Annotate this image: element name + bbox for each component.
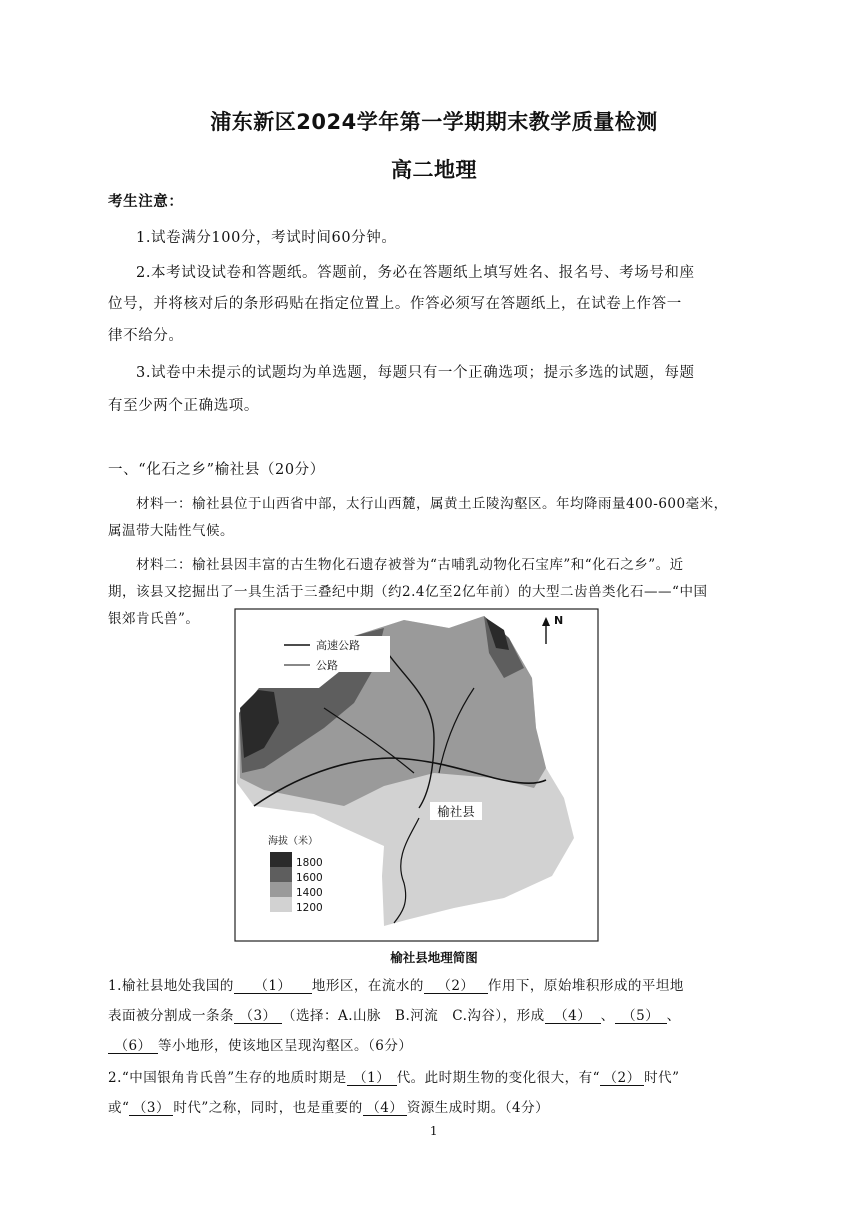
material-2-line-3: 银郊肯氏兽”。 (108, 611, 200, 627)
q2-line2-a: 或“ (108, 1100, 130, 1116)
material-2-line-2: 期，该县又挖掘出了一具生活于三叠纪中期（约2.4亿至2亿年前）的大型二齿兽类化石——“中国 (108, 584, 708, 600)
subject-title: 高二地理 (391, 158, 477, 182)
elevation-swatch-1800 (270, 852, 292, 867)
county-map (234, 608, 599, 942)
q1-blank-5[interactable]: （5） (615, 1009, 667, 1024)
question-1-line-3 (108, 1034, 412, 1054)
q1-sep-2: 、 (666, 1008, 681, 1024)
elevation-swatch-1600 (270, 867, 292, 882)
legend-highway-label: 高速公路 (316, 639, 360, 652)
q1-blank-6[interactable]: （6） (108, 1039, 158, 1054)
elevation-label-1400: 1400 (296, 887, 323, 899)
q1-line3-b: 等小地形，使该地区呈现沟壑区。（6分） (158, 1038, 413, 1054)
q2-blank-3[interactable]: （3） (129, 1101, 173, 1116)
question-2-line-1 (108, 1066, 680, 1086)
county-label: 榆社县 (437, 804, 475, 819)
elevation-legend-title: 海拔（米） (268, 836, 318, 847)
q2-blank-4[interactable]: （4） (363, 1101, 407, 1116)
map-caption: 榆社县地理简图 (390, 950, 478, 965)
exam-title: 浦东新区2024学年第一学期期末教学质量检测 (210, 110, 658, 134)
question-1-line-1 (108, 974, 684, 994)
q1-blank-1[interactable]: （1） (234, 979, 312, 994)
q1-sep-1: 、 (600, 1008, 615, 1024)
q1-text-a: 1.榆社县地处我国的 (108, 978, 234, 994)
q2-line2-c: 资源生成时期。（4分） (406, 1100, 550, 1116)
q1-text-b: 地形区，在流水的 (311, 978, 424, 994)
q1-text-c: 作用下，原始堆积形成的平坦地 (487, 978, 684, 994)
elevation-label-1800: 1800 (296, 857, 323, 869)
q2-blank-2[interactable]: （2） (600, 1071, 644, 1086)
section-1-heading: 一、“化石之乡”榆社县（20分） (108, 462, 325, 478)
question-1-line-2 (108, 1004, 681, 1024)
q2-blank-1[interactable]: （1） (347, 1071, 397, 1086)
notice-item-3-line-2: 有至少两个正确选项。 (108, 398, 259, 414)
q2-text-c: 时代” (644, 1070, 680, 1086)
material-2-line-1: 材料二：榆社县因丰富的古生物化石遗存被誉为“古哺乳动物化石宝库”和“化石之乡”。近 (136, 557, 684, 573)
notice-item-2-line-1: 2.本考试设试卷和答题纸。答题前，务必在答题纸上填写姓名、报名号、考场号和座 (136, 265, 695, 281)
page-number: 1 (429, 1124, 439, 1138)
notice-item-2-line-2: 位号，并将核对后的条形码贴在指定位置上。作答必须写在答题纸上，在试卷上作答一 (108, 296, 682, 312)
q2-line2-b: 时代”之称，同时，也是重要的 (173, 1100, 363, 1116)
question-2-line-2 (108, 1096, 549, 1116)
q1-blank-3[interactable]: （3） (234, 1009, 282, 1024)
q1-blank-4[interactable]: （4） (545, 1009, 601, 1024)
material-1-line-1: 材料一：榆社县位于山西省中部，太行山西麓，属黄土丘陵沟壑区。年均降雨量400-600毫米， (136, 496, 728, 512)
notice-heading: 考生注意： (108, 194, 184, 210)
q1-line2-a: 表面被分割成一条条 (108, 1008, 234, 1024)
elevation-swatch-1400 (270, 882, 292, 897)
elevation-swatch-1200 (270, 897, 292, 912)
q2-text-a: 2.“中国银角肯氏兽”生存的地质时期是 (108, 1070, 347, 1086)
elevation-label-1600: 1600 (296, 872, 323, 884)
q2-text-b: 代。此时期生物的变化很大，有“ (396, 1070, 601, 1086)
q1-blank-2[interactable]: （2） (424, 979, 488, 994)
elevation-label-1200: 1200 (296, 902, 323, 914)
notice-item-2-line-3: 律不给分。 (108, 328, 184, 344)
north-label: N (554, 614, 564, 627)
notice-item-1: 1.试卷满分100分，考试时间60分钟。 (136, 230, 397, 246)
notice-item-3-line-1: 3.试卷中未提示的试题均为单选题，每题只有一个正确选项；提示多选的试题，每题 (136, 365, 695, 381)
q1-line2-b: （选择：A.山脉 B.河流 C.沟谷），形成 (282, 1008, 545, 1024)
legend-road-label: 公路 (316, 659, 338, 672)
material-1-line-2: 属温带大陆性气候。 (108, 523, 234, 539)
